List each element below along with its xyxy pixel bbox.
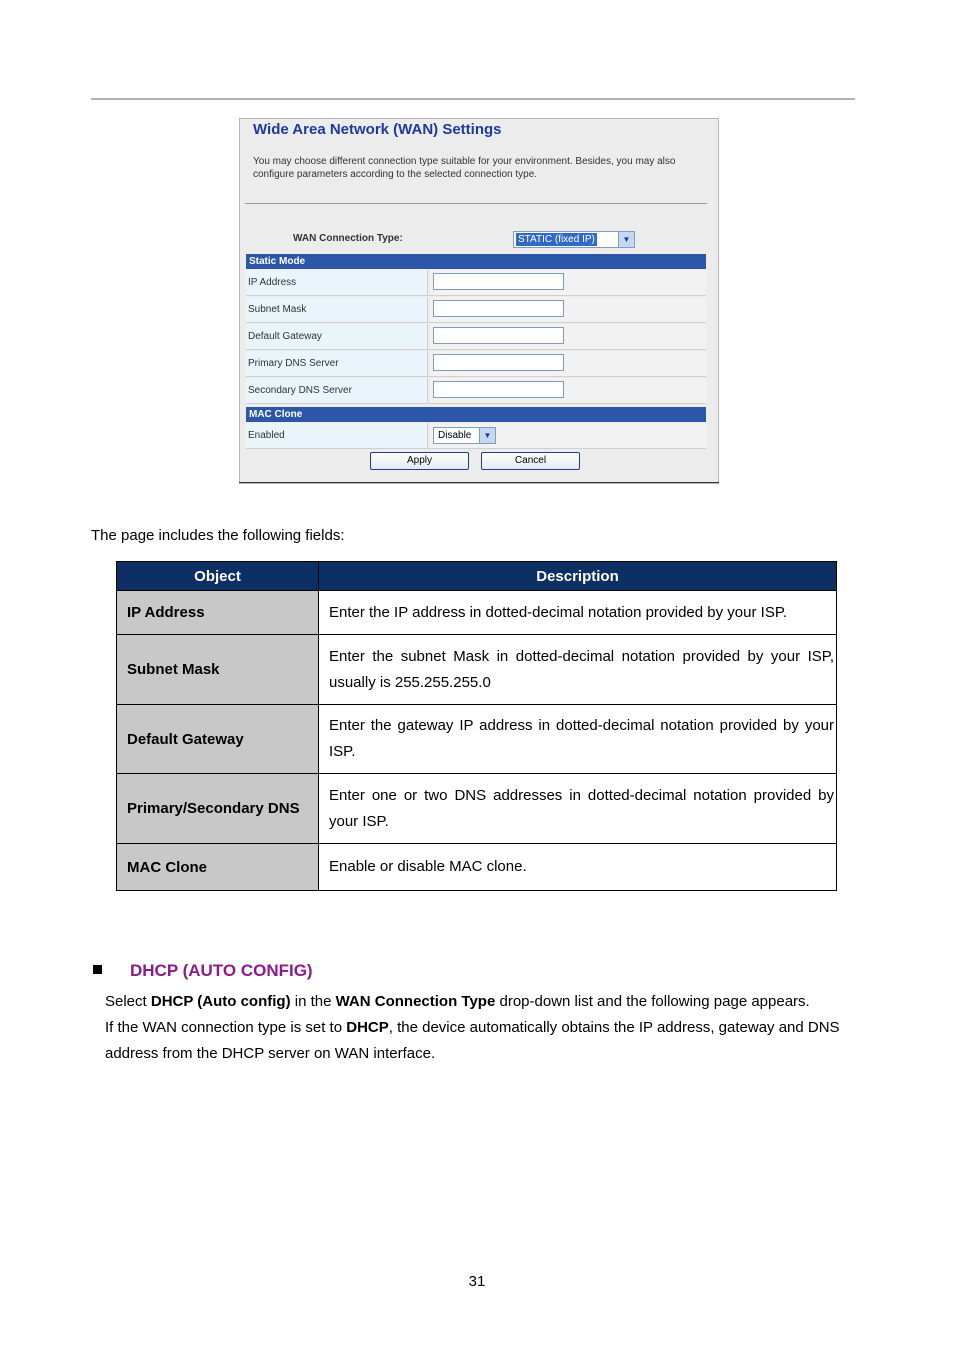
primary-dns-row (246, 351, 706, 377)
wan-settings-screenshot (239, 118, 719, 484)
screenshot-bottom-rule (239, 482, 719, 483)
table-description-cell (318, 591, 837, 635)
dhcp-section-heading: DHCP (AUTO CONFIG) (130, 961, 313, 980)
table-object-cell: Default Gateway (116, 705, 319, 774)
text-run: , the device automatically obtains the IP address, gateway and DNS address from the DHCP server on WAN interface. (105, 1019, 840, 1062)
text-run: in the (290, 993, 336, 1010)
text-run: drop-down list and the following page appears. (495, 993, 810, 1010)
apply-button[interactable]: Apply (370, 452, 469, 470)
wan-connection-type-value: STATIC (fixed IP) (518, 234, 595, 245)
chevron-down-icon[interactable]: ▼ (479, 428, 495, 443)
description-text: Enter the gateway IP address in dotted-decimal notation provided by your ISP. (329, 717, 834, 760)
default-gateway-label: Default Gateway (246, 324, 428, 349)
top-divider (91, 98, 855, 100)
description-text: Enter the IP address in dotted-decimal notation provided by your ISP. (329, 603, 788, 621)
mac-clone-select[interactable] (433, 427, 496, 444)
mac-clone-section-header: MAC Clone (246, 407, 706, 422)
square-bullet-icon (93, 965, 102, 974)
table-description-cell (318, 635, 837, 705)
text-run: If the WAN connection type is set to (105, 1019, 347, 1036)
fields-intro: The page includes the following fields: (91, 527, 345, 544)
table-row (116, 844, 837, 891)
primary-dns-label: Primary DNS Server (246, 351, 428, 376)
description-text: Enter the subnet Mask in dotted-decimal notation provided by your ISP, usually is 255.255.255.0 (329, 647, 834, 691)
table-row (116, 635, 837, 705)
chevron-down-icon[interactable]: ▼ (618, 232, 634, 247)
table-object-cell: Subnet Mask (116, 635, 319, 705)
mac-clone-value: Disable (438, 430, 472, 441)
description-text: Enable or disable MAC clone. (329, 858, 527, 875)
subnet-mask-row (246, 297, 706, 323)
bold-term: DHCP (Auto config) (150, 993, 291, 1010)
table-description-cell (318, 844, 837, 891)
wan-settings-intro: You may choose different connection type suitable for your environment. Besides, you may also configure parameters according to the selected connection type. (253, 156, 676, 180)
table-object-cell: MAC Clone (116, 844, 319, 891)
wan-connection-type-select[interactable] (513, 231, 635, 248)
table-description-cell (318, 774, 837, 844)
default-gateway-row (246, 324, 706, 350)
default-gateway-input[interactable] (433, 327, 564, 344)
wan-connection-type-label: WAN Connection Type: (293, 233, 403, 244)
description-column-header: Description (318, 561, 837, 591)
page-number: 31 (468, 1273, 486, 1290)
dhcp-paragraph-1 (105, 989, 865, 1015)
text-run: Select (105, 993, 151, 1010)
description-text: Enter one or two DNS addresses in dotted-decimal notation provided by your ISP. (329, 786, 834, 830)
ip-address-label: IP Address (246, 270, 428, 295)
secondary-dns-input[interactable] (433, 381, 564, 398)
table-object-cell: Primary/Secondary DNS (116, 774, 319, 844)
table-row (116, 705, 837, 774)
dhcp-paragraph-2 (105, 1015, 865, 1067)
object-column-header: Object (116, 561, 319, 591)
ip-address-input[interactable] (433, 273, 564, 290)
mac-enabled-label: Enabled (246, 423, 428, 448)
ip-address-row (246, 270, 706, 296)
static-mode-section-header: Static Mode (246, 254, 706, 269)
subnet-mask-input[interactable] (433, 300, 564, 317)
primary-dns-input[interactable] (433, 354, 564, 371)
table-row (116, 591, 837, 635)
bold-term: DHCP (346, 1019, 389, 1036)
table-description-cell (318, 705, 837, 774)
table-row (116, 774, 837, 844)
table-object-cell: IP Address (116, 591, 319, 635)
cancel-button[interactable]: Cancel (481, 452, 580, 470)
wan-settings-title: Wide Area Network (WAN) Settings (253, 121, 502, 138)
secondary-dns-label: Secondary DNS Server (246, 378, 428, 403)
bold-term: WAN Connection Type (335, 993, 496, 1010)
secondary-dns-row (246, 378, 706, 404)
wan-settings-divider (245, 203, 707, 204)
table-header-row (116, 561, 837, 591)
subnet-mask-label: Subnet Mask (246, 297, 428, 322)
